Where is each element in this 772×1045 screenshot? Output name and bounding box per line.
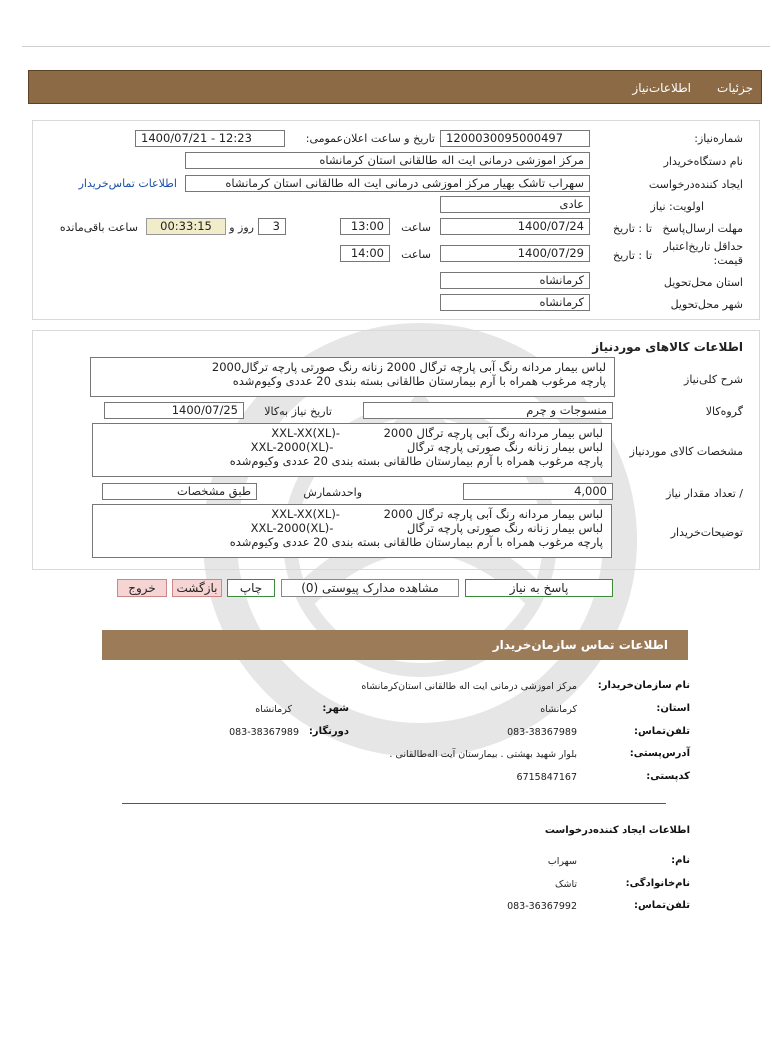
goods-spec-text: لباس بیمار زنانه رنگ صورتی پارچه ترگال (407, 440, 603, 454)
requester-name-value: سهراب (547, 856, 577, 867)
need-number-field: 1200030095000497 (440, 130, 590, 147)
deadline-date-field: 1400/07/24 (440, 218, 590, 235)
buyer-notes-text: لباس بیمار مردانه رنگ آبی پارچه ترگال 2000 (383, 507, 603, 521)
validity-time-label: ساعت (401, 248, 431, 261)
requester-phone-value: 083-36367992 (507, 901, 577, 912)
device-field: مرکز اموزشی درمانی ایت اله طالقانی استان کرمانشاه (185, 152, 590, 169)
fax-value: 083-38367989 (229, 727, 299, 738)
remaining-label: ساعت باقی‌مانده (59, 221, 138, 234)
delivery-province-field: کرمانشاه (440, 272, 590, 289)
need-info-panel (32, 120, 760, 320)
goods-spec-label: مشخصات کالای مورد‌نیاز (629, 445, 743, 458)
buyer-notes-box (92, 504, 612, 558)
announce-field: 1400/07/21 - 12:23 (135, 130, 285, 147)
goods-spec-line (101, 426, 603, 440)
requester-name-label: نام: (671, 855, 690, 866)
validity-date-field: 1400/07/29 (440, 245, 590, 262)
goods-spec-box (92, 423, 612, 477)
goods-spec-size: XXL-XX(XL)- (271, 426, 340, 440)
days-field: 3 (258, 218, 286, 235)
days-label: روز و (229, 221, 254, 234)
address-value: بلوار شهید بهشتی . بیمارستان آیت اله‌طالقانی . (389, 749, 577, 760)
unit-field: طبق مشخصات (102, 483, 257, 500)
city-value: کرمانشاه (255, 704, 292, 715)
goods-spec-text: لباس بیمار مردانه رنگ آبی پارچه ترگال 2000 (383, 426, 603, 440)
priority-field: عادی (440, 196, 590, 213)
validity-label-2: قیمت: (713, 254, 743, 267)
buyer-contact-header (102, 630, 688, 660)
need-description-box (90, 357, 615, 397)
buyer-notes-line (101, 507, 603, 521)
buyer-notes-label: توضیحات‌خریدار (670, 526, 743, 539)
top-divider (22, 46, 770, 47)
exit-button[interactable]: خروج (117, 579, 167, 597)
validity-to-date-label: تا : تاریخ (613, 249, 652, 262)
need-description-label: شرح کلی‌نیاز (684, 373, 743, 386)
buyer-notes-text: لباس بیمار زنانه رنگ صورتی پارچه ترگال (407, 521, 603, 535)
goods-spec-line (101, 440, 603, 454)
goods-group-field: منسوجات و چرم (363, 402, 613, 419)
reply-button[interactable]: پاسخ به نیاز (465, 579, 613, 597)
requester-family-label: نام‌خانوادگی: (625, 878, 690, 889)
deadline-to-date-label: تا : تاریخ (613, 222, 652, 235)
need-number-label: شماره‌نیاز: (694, 132, 743, 145)
buyer-notes-line: پارچه مرغوب همراه با آرم بیمارستان طالقانی بسته بندی 20 عددی وکیوم‌شده (229, 535, 603, 549)
phone-value: 083-38367989 (507, 727, 577, 738)
print-button[interactable]: چاپ (227, 579, 275, 597)
page-header (28, 70, 762, 104)
deadline-time-field: 13:00 (340, 218, 390, 235)
goods-spec-size: XXL-2000(XL)- (250, 440, 334, 454)
unit-label: واحد‌شمارش (303, 486, 362, 499)
quantity-label: / تعداد مقدار نیاز (666, 487, 743, 500)
goods-group-label: گروه‌کالا (705, 405, 743, 418)
priority-label: اولویت: نیاز (650, 200, 704, 213)
requester-family-value: تاشک (554, 879, 577, 890)
postal-code-label: کد‌پستی: (646, 771, 690, 782)
province-label: استان: (656, 703, 690, 714)
need-description-line: پارچه مرغوب همراه با آرم بیمارستان طالقانی بسته بندی 20 عددی وکیوم‌شده (232, 374, 606, 388)
need-date-field: 1400/07/25 (104, 402, 244, 419)
quantity-field: 4,000 (463, 483, 613, 500)
requester-phone-label: تلفن‌تماس: (633, 900, 690, 911)
deadline-time-label: ساعت (401, 221, 431, 234)
attachments-button[interactable]: مشاهده مدارک پیوستی (0) (281, 579, 459, 597)
need-date-label: تاریخ نیاز به‌کالا (264, 405, 332, 418)
postal-code-value: 6715847167 (516, 772, 577, 783)
buyer-contact-title: اطلاعات تماس سازمان‌خریدار (492, 638, 668, 652)
address-label: آدرس‌پستی: (629, 748, 690, 759)
org-value: مرکز اموزشی درمانی ایت اله طالقانی استان‌کرمانشاه (361, 681, 577, 692)
buyer-notes-size: XXL-2000(XL)- (250, 521, 334, 535)
device-label: نام دستگاه‌خریدار (663, 155, 743, 168)
tab-need-info[interactable]: اطلاعات‌نیاز (632, 81, 691, 95)
delivery-city-field: کرمانشاه (440, 294, 590, 311)
buyer-contact-link[interactable]: اطلاعات تماس‌خریدار (78, 177, 177, 190)
phone-label: تلفن‌تماس: (633, 726, 690, 737)
need-description-line: لباس بیمار مردانه رنگ آبی پارچه ترگال 2000 زنانه رنگ صورتی پارچه ترگال2000 (211, 360, 606, 374)
province-value: کرمانشاه (540, 704, 577, 715)
goods-spec-line: پارچه مرغوب همراه با آرم بیمارستان طالقانی بسته بندی 20 عددی وکیوم‌شده (229, 454, 603, 468)
back-button[interactable]: بازگشت (172, 579, 222, 597)
delivery-province-label: استان محل‌تحویل (663, 276, 743, 289)
goods-section-title: اطلاعات کالاهای موردنیاز (592, 340, 743, 354)
city-label: شهر: (322, 703, 349, 714)
delivery-city-label: شهر محل‌تحویل (670, 298, 743, 311)
announce-label: تاریخ و ساعت اعلان‌عمومی: (305, 132, 435, 145)
buyer-notes-size: XXL-XX(XL)- (271, 507, 340, 521)
validity-time-field: 14:00 (340, 245, 390, 262)
creator-field: سهراب تاشک بهیار مرکز اموزشی درمانی ایت اله طالقانی استان کرمانشاه (185, 175, 590, 192)
requester-title: اطلاعات ایجاد کننده‌درخواست (544, 825, 690, 836)
deadline-label: مهلت ارسال‌پاسخ (662, 222, 743, 235)
section-divider (122, 803, 666, 804)
fax-label: دورنگار: (308, 726, 349, 737)
validity-label: حداقل تاریخ‌اعتبار (663, 240, 743, 253)
buyer-notes-line (101, 521, 603, 535)
tab-details[interactable]: جزئیات (717, 81, 753, 95)
org-label: نام سازمان‌خریدار: (597, 680, 690, 691)
remaining-time-field: 00:33:15 (146, 218, 226, 235)
creator-label: ایجاد کننده‌درخواست (648, 178, 743, 191)
